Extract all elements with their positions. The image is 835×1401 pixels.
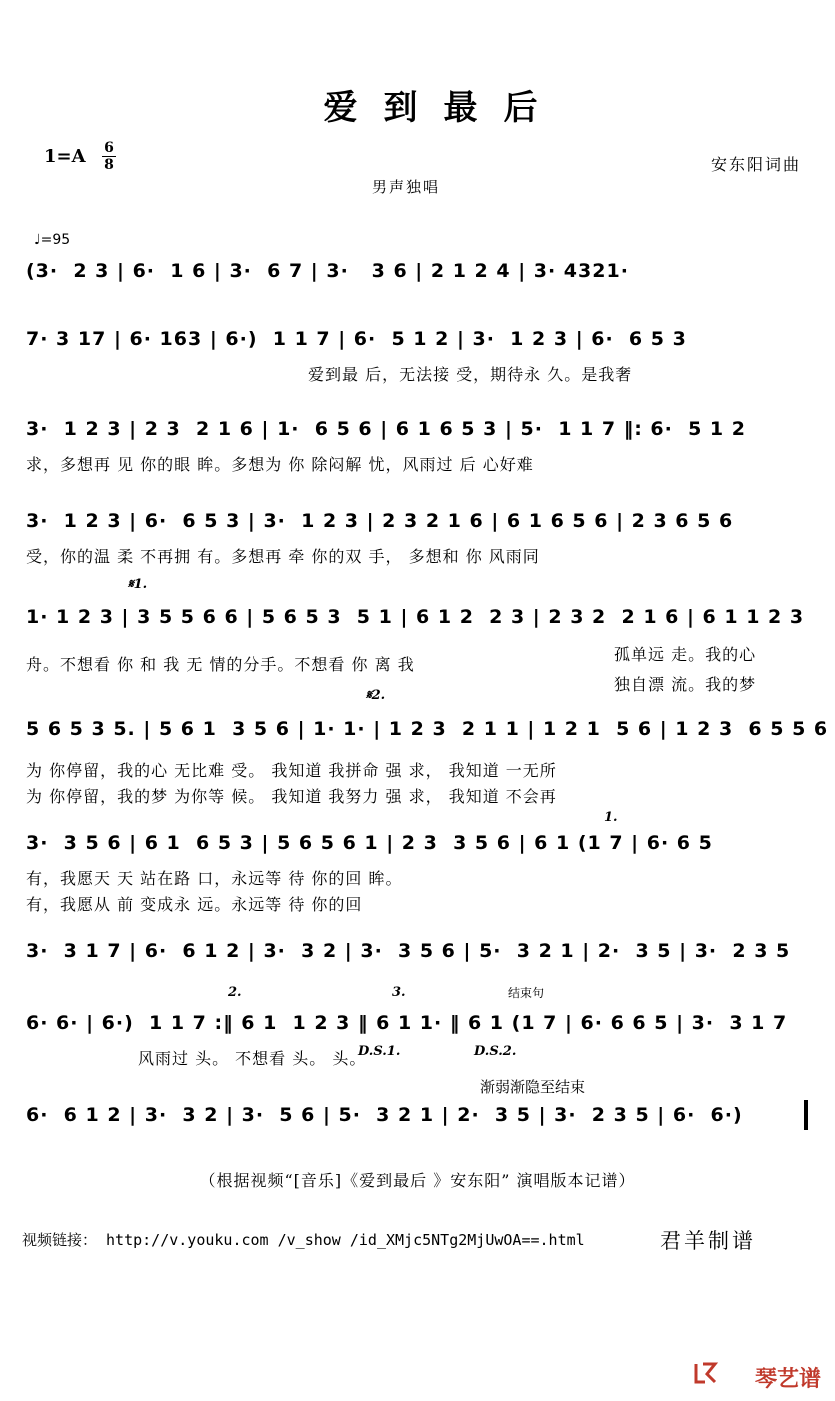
lyric-line: 为 你停留，我的梦 为你等 候。 我知道 我努力 强 求， 我知道 不会再 (26, 787, 557, 806)
score-system-10 (26, 1104, 816, 1140)
key-signature: 1=A (44, 146, 86, 167)
time-sig-top: 6 (104, 140, 114, 156)
notation-line: 3· 1 2 3 | 2 3 2 1 6 | 1· 6 5 6 | 6 1 6 5 3 | 5· 1 1 7 ‖: 6· 5 1 2 (26, 418, 746, 440)
notation-line: 3· 1 2 3 | 6· 6 5 3 | 3· 1 2 3 | 2 3 2 1 6 | 6 1 6 5 6 | 2 3 6 5 6 (26, 510, 734, 532)
score-system-3 (26, 418, 816, 474)
notation-line: 6· 6 1 2 | 3· 3 2 | 3· 5 6 | 5· 3 2 1 | 2· 3 5 | 3· 2 3 5 | 6· 6·) (26, 1104, 743, 1126)
notation-line: 5 6 5 3 5. | 5 6 1 3 5 6 | 1· 1· | 1 2 3 2 1 1 | 1 2 1 5 6 | 1 2 3 6 5 5 6 (26, 718, 829, 740)
transcriber-signature: 君羊制谱 (660, 1229, 756, 1253)
lyric-line: 求，多想再 见 你的眼 眸。多想为 你 除闷解 忧，风雨过 后 心好难 (26, 455, 534, 474)
ds2-marking: D.S.2. (474, 1044, 517, 1059)
score-system-8 (26, 940, 816, 976)
brand-name: 琴艺谱 (754, 1367, 821, 1392)
score-system-4 (26, 510, 816, 566)
segno-2-marking: 𝄋2. (366, 688, 386, 703)
lyric-branch-1: 孤单远 走。我的心 (614, 645, 757, 664)
notation-line: (3· 2 3 | 6· 1 6 | 3· 6 7 | 3· 3 6 | 2 1 2 4 | 3· 4321· (26, 260, 629, 282)
segno-1-marking: 𝄋1. (128, 577, 148, 592)
notation-line: 3· 3 1 7 | 6· 6 1 2 | 3· 3 2 | 3· 3 5 6 | 5· 3 2 1 | 2· 3 5 | 3· 2 3 5 (26, 940, 791, 962)
video-link[interactable]: 视频链接： http://v.youku.com /v_show /id_XMjc5NTg2MjUwOA==.html (22, 1231, 585, 1249)
lyric-line: 为 你停留，我的心 无比难 受。 我知道 我拼命 强 求， 我知道 一无所 (26, 761, 557, 780)
time-sig-bottom: 8 (104, 157, 114, 173)
lyric-line: 有，我愿天 天 站在路 口，永远等 待 你的回 眸。 (26, 869, 403, 888)
lyric-branch-2: 独自漂 流。我的梦 (614, 675, 757, 694)
notation-line: 1· 1 2 3 | 3 5 5 6 6 | 5 6 5 3 5 1 | 6 1 2 2 3 | 2 3 2 2 1 6 | 6 1 1 2 3 (26, 606, 805, 628)
score-system-1 (26, 260, 816, 296)
page-title: 爱到最后 (323, 88, 564, 128)
performer: 男声独唱 (372, 178, 441, 196)
score-system-5 (26, 606, 816, 694)
lyric-line: 舟。不想看 你 和 我 无 情的分手。不想看 你 离 我 (26, 655, 415, 674)
ds1-marking: D.S.1. (358, 1044, 401, 1059)
ending-label: 结束句 (508, 986, 545, 1000)
transcription-note: （根据视频“[音乐]《爱到最后 》安东阳” 演唱版本记谱） (199, 1171, 636, 1190)
lyric-line: 有，我愿从 前 变成永 远。永远等 待 你的回 (26, 895, 363, 914)
time-signature (102, 141, 116, 172)
score-system-6 (26, 718, 829, 806)
brand-logo-icon (693, 1360, 719, 1386)
lyric-line: 受，你的温 柔 不再拥 有。多想再 牵 你的双 手， 多想和 你 风雨同 (26, 547, 540, 566)
volta-3: 3. (392, 985, 406, 1000)
composer: 安东阳词曲 (710, 155, 801, 174)
score-system-2 (26, 328, 816, 384)
tempo-marking: ♩=95 (34, 232, 71, 248)
score-system-7 (26, 832, 816, 914)
fade-out-instruction: 渐弱渐隐至结束 (480, 1078, 586, 1096)
notation-line: 6· 6· | 6·) 1 1 7 :‖ 6 1 1 2 3 ‖ 6 1 1· ‖ 6 1 (1 7 | 6· 6 6 5 | 3· 3 1 7 (26, 1012, 788, 1034)
notation-line: 7· 3 17 | 6· 163 | 6·) 1 1 7 | 6· 5 1 2 | 3· 1 2 3 | 6· 6 5 3 (26, 328, 687, 350)
volta-1: 1. (604, 810, 618, 825)
volta-2: 2. (228, 985, 242, 1000)
lyric-line: 风雨过 头。 不想看 头。 头。 (138, 1049, 367, 1068)
lyric-line: 爱到最 后，无法接 受，期待永 久。是我奢 (308, 365, 633, 384)
final-barline (804, 1100, 808, 1130)
notation-line: 3· 3 5 6 | 6 1 6 5 3 | 5 6 5 6 1 | 2 3 3 5 6 | 6 1 (1 7 | 6· 6 5 (26, 832, 713, 854)
